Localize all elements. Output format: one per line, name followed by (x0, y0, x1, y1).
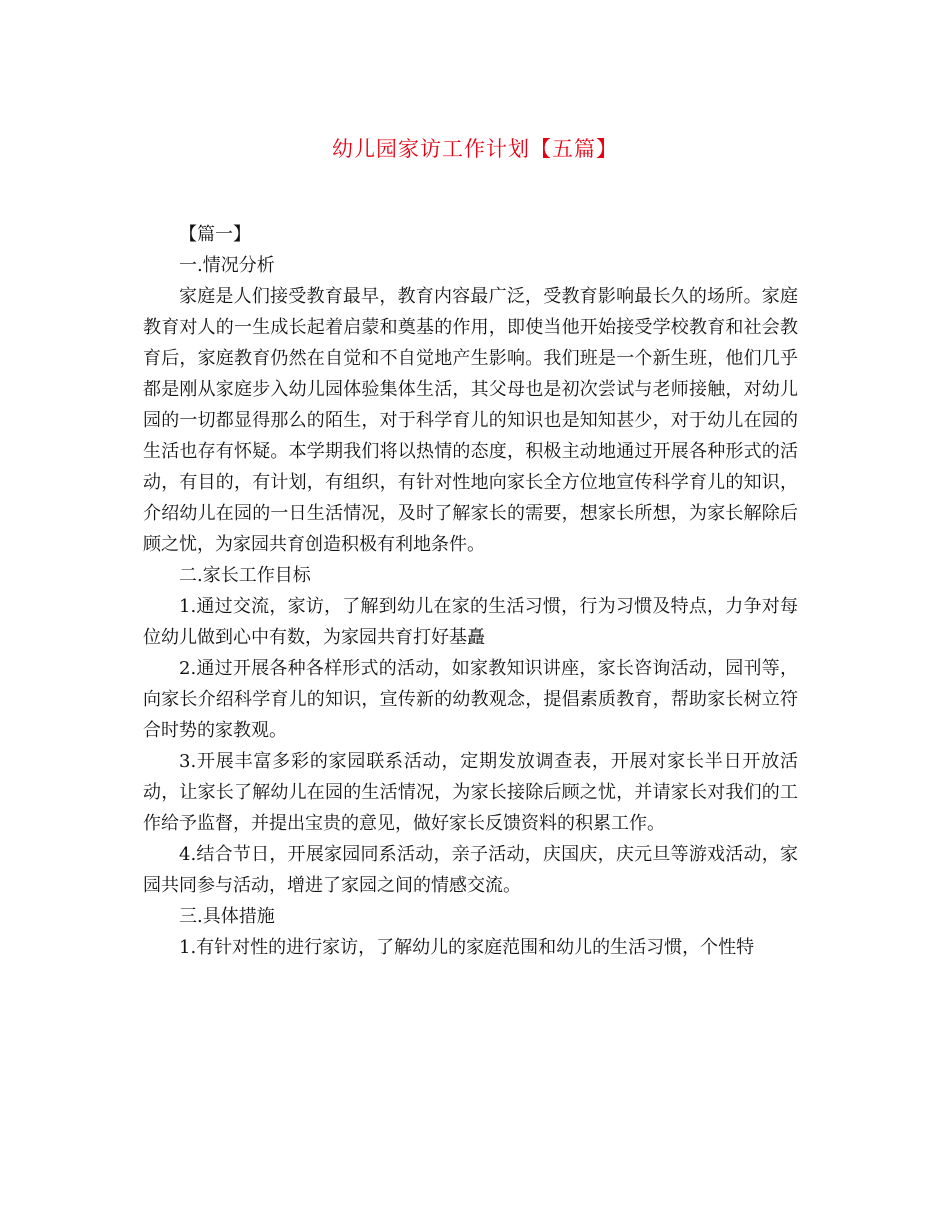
goal-item-2: 2.通过开展各种各样形式的活动，如家教知识讲座，家长咨询活动，园刊等，向家长介绍科学育儿的知识，宣传新的幼教观念，提倡素质教育，帮助家长树立符合时势的家教观。 (143, 658, 798, 741)
section-heading-specific-measures: 三.具体措施 (179, 906, 275, 927)
section-heading-part-one: 【篇一】 (179, 224, 251, 245)
section-heading-parent-work-goals: 二.家长工作目标 (179, 565, 311, 586)
section-heading-situation-analysis: 一.情况分析 (179, 255, 275, 276)
measure-item-1: 1.有针对性的进行家访，了解幼儿的家庭范围和幼儿的生活习惯，个性特 (179, 937, 755, 958)
document-title: 幼儿园家访工作计划【五篇】 (332, 137, 618, 161)
document-body (143, 219, 798, 963)
goal-item-3: 3.开展丰富多彩的家园联系活动，定期发放调查表，开展对家长半日开放活动，让家长了解幼儿在园的生活情况，为家长接除后顾之忧，并请家长对我们的工作给予监督，并提出宝贵的意见，做好家长反馈资料的积累工作。 (143, 751, 798, 834)
goal-item-4: 4.结合节日，开展家园同系活动，亲子活动，庆国庆，庆元旦等游戏活动，家园共同参与活动，增进了家园之间的情感交流。 (143, 844, 798, 896)
paragraph-situation-analysis: 家庭是人们接受教育最早，教育内容最广泛，受教育影响最长久的场所。家庭教育对人的一生成长起着启蒙和奠基的作用，即使当他开始接受学校教育和社会教育后，家庭教育仍然在自觉和不自觉地产生影响。我们班是一个新生班，他们几乎都是刚从家庭步入幼儿园体验集体生活，其父母也是初次尝试与老师接触，对幼儿园的一切都显得那么的陌生，对于科学育儿的知识也是知知甚少，对于幼儿在园的生活也存有怀疑。本学期我们将以热情的态度，积极主动地通过开展各种形式的活动，有目的，有计划，有组织，有针对性地向家长全方位地宣传科学育儿的知识，介绍幼儿在园的一日生活情况，及时了解家长的需要，想家长所想，为家长解除后顾之忧，为家园共育创造积极有利地条件。 (143, 286, 798, 555)
goal-item-1: 1.通过交流，家访，了解到幼儿在家的生活习惯，行为习惯及特点，力争对每位幼儿做到心中有数，为家园共育打好基矗 (143, 596, 798, 648)
